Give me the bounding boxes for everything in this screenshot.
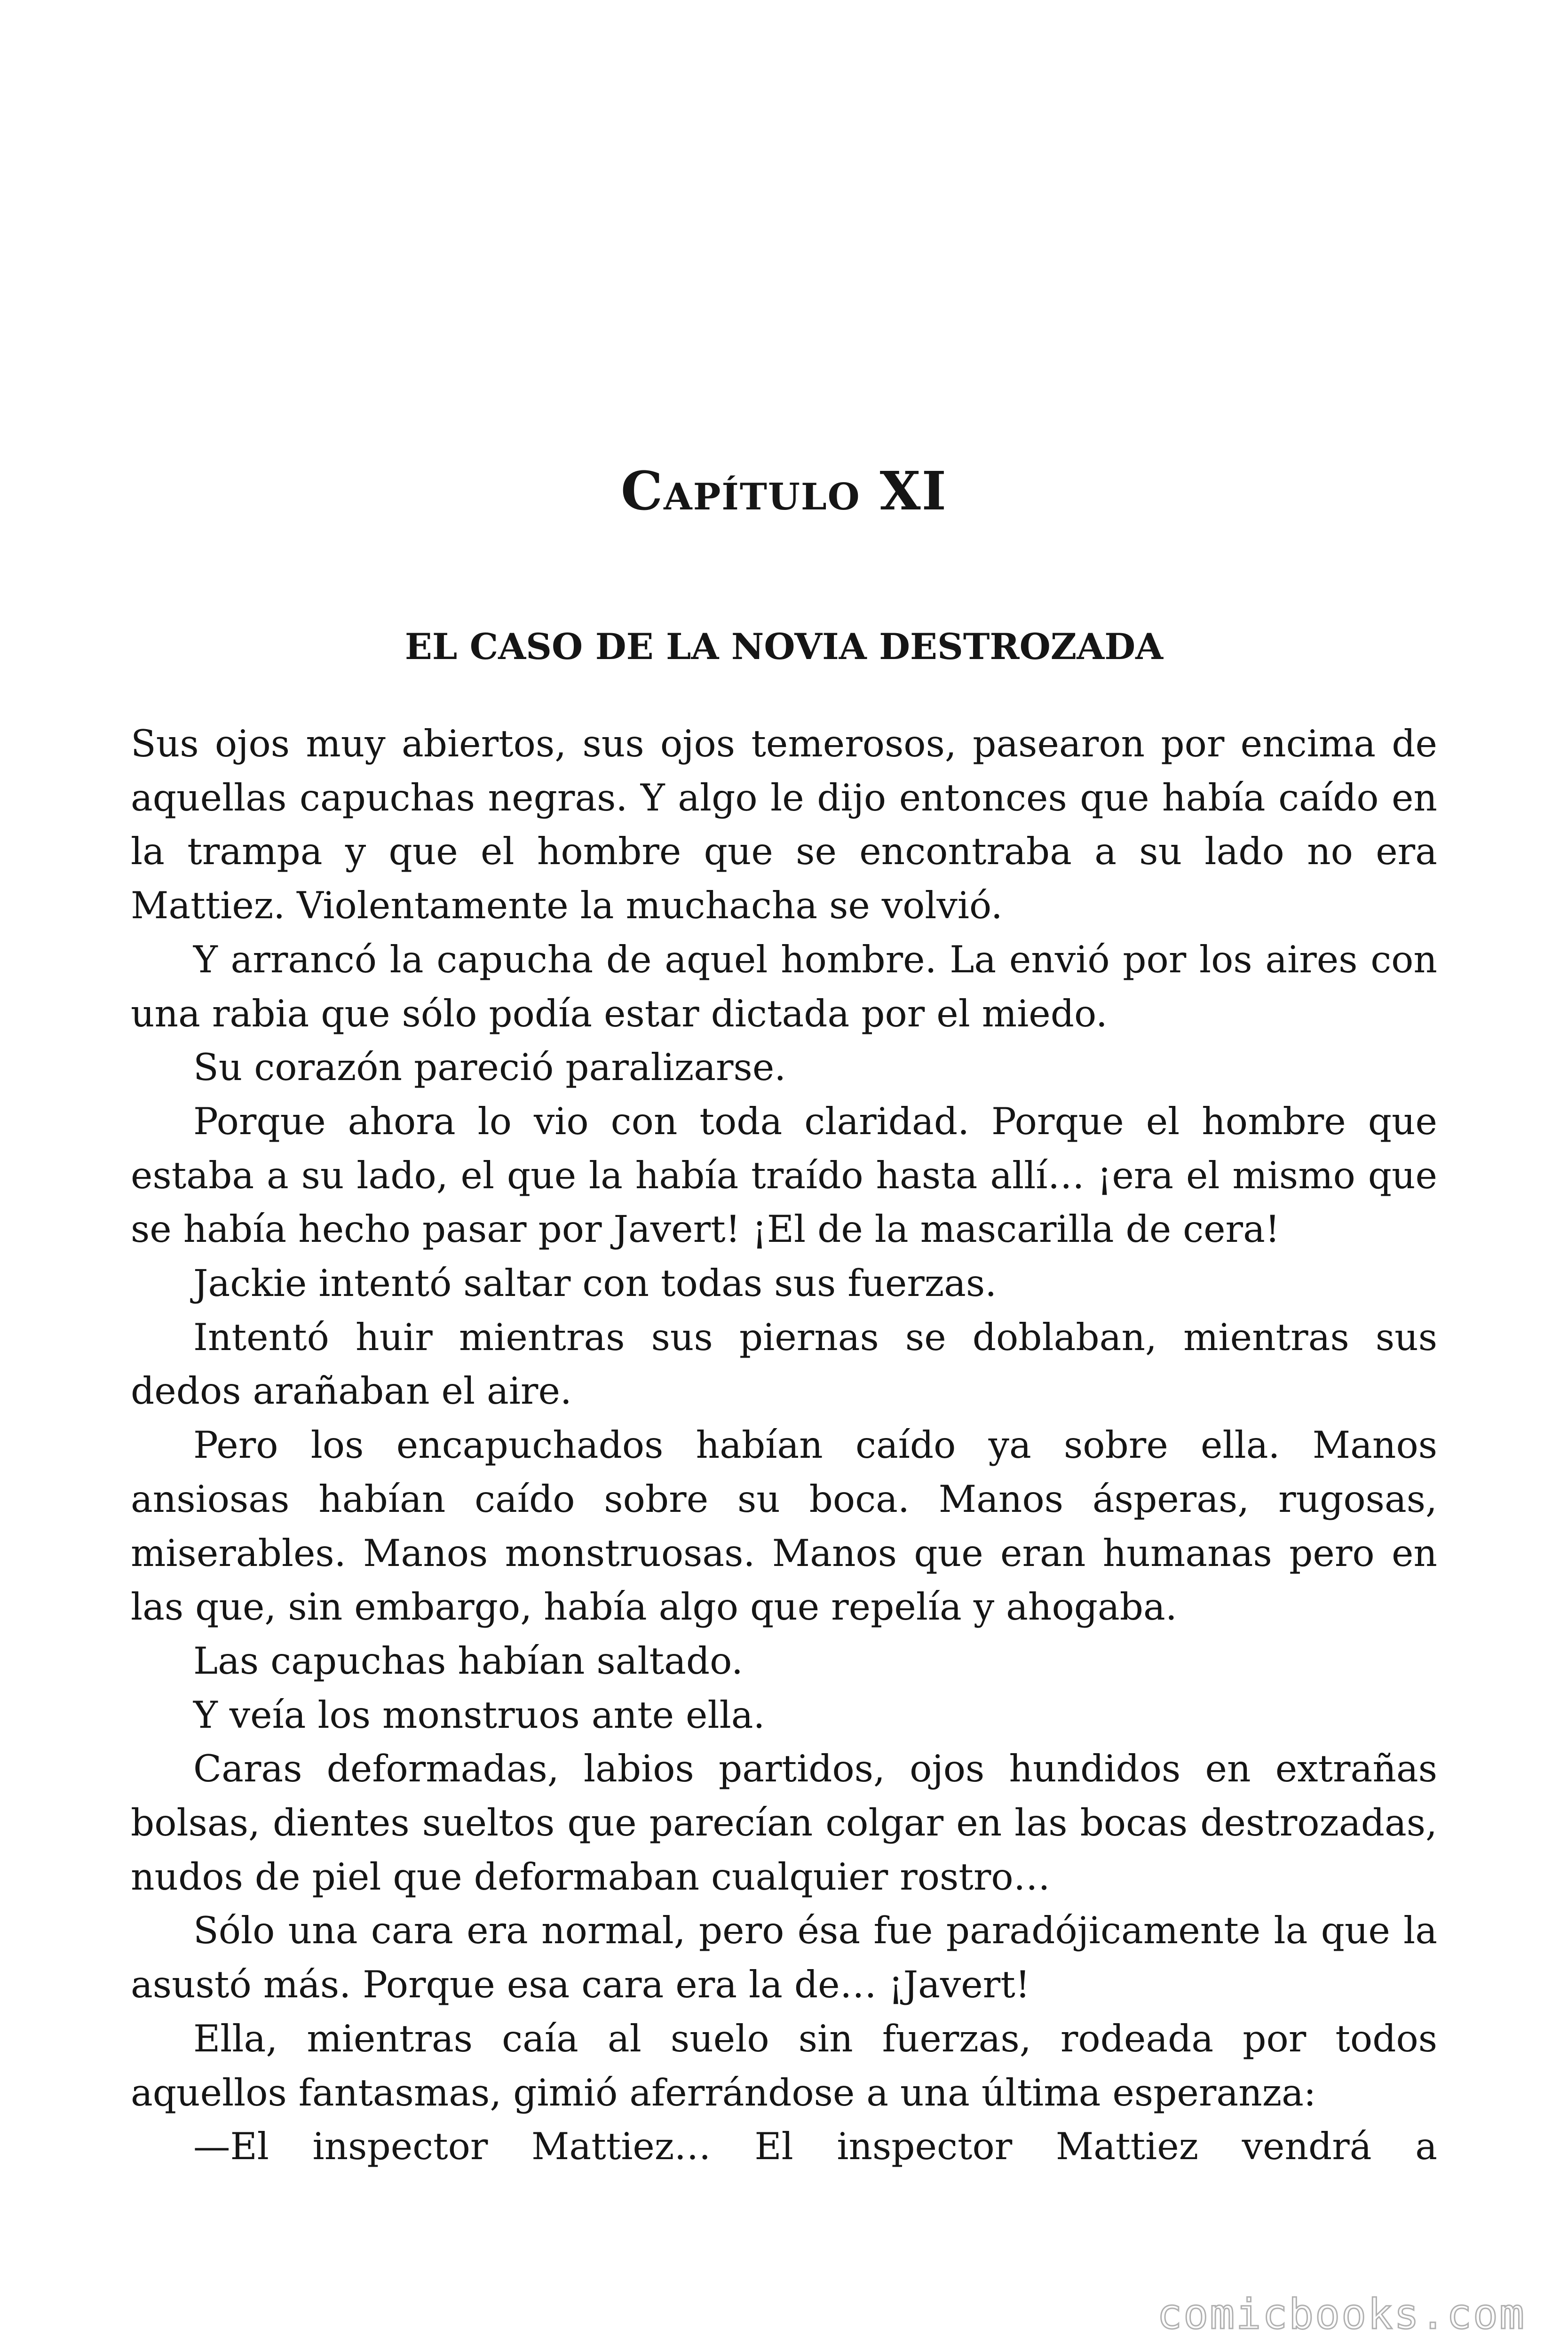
paragraph-9: Y veía los monstruos ante ella. bbox=[193, 1693, 765, 1737]
paragraph-13: —El inspector Mattiez… El inspector Mattiez vendrá a bbox=[193, 2125, 1437, 2169]
paragraph-1: Sus ojos muy abiertos, sus ojos temerosos, pasearon por encima de aquellas capuchas negras. Y algo le dijo entonces que había caído en la trampa y que el hombre que se encontraba a su lado no era Mattiez. Violentamente la muchacha se volvió. bbox=[131, 722, 1437, 928]
chapter-subtitle: EL CASO DE LA NOVIA DESTROZADA bbox=[404, 626, 1164, 667]
watermark: comicbooks.com bbox=[1157, 2290, 1526, 2338]
paragraph-5: Jackie intentó saltar con todas sus fuerzas. bbox=[193, 1262, 997, 1305]
chapter-title: Capítulo XI bbox=[621, 461, 947, 522]
paragraph-12: Ella, mientras caía al suelo sin fuerzas, rodeada por todos aquellos fantasmas, gimió aferrándose a una última esperanza: bbox=[131, 2017, 1437, 2114]
chapter-body bbox=[131, 717, 1437, 2174]
paragraph-2: Y arrancó la capucha de aquel hombre. La envió por los aires con una rabia que sólo podía estar dictada por el miedo. bbox=[131, 938, 1437, 1035]
paragraph-8: Las capuchas habían saltado. bbox=[193, 1639, 743, 1683]
paragraph-6: Intentó huir mientras sus piernas se doblaban, mientras sus dedos arañaban el aire. bbox=[131, 1315, 1437, 1413]
paragraph-10: Caras deformadas, labios partidos, ojos hundidos en extrañas bolsas, dientes sueltos que parecían colgar en las bocas destrozadas, nudos de piel que deformaban cualquier rostro… bbox=[131, 1747, 1437, 1899]
paragraph-11: Sólo una cara era normal, pero ésa fue paradójicamente la que la asustó más. Porque esa cara era la de… ¡Javert! bbox=[131, 1909, 1437, 2007]
paragraph-3: Su corazón pareció paralizarse. bbox=[193, 1046, 786, 1089]
paragraph-4: Porque ahora lo vio con toda claridad. Porque el hombre que estaba a su lado, el que la había traído hasta allí… ¡era el mismo que se había hecho pasar por Javert! ¡El de la mascarilla de cera! bbox=[131, 1099, 1437, 1251]
paragraph-7: Pero los encapuchados habían caído ya sobre ella. Manos ansiosas habían caído sobre su boca. Manos ásperas, rugosas, miserables. Manos monstruosas. Manos que eran humanas pero en las que, sin embargo, había algo que repelía y ahogaba. bbox=[131, 1423, 1437, 1629]
